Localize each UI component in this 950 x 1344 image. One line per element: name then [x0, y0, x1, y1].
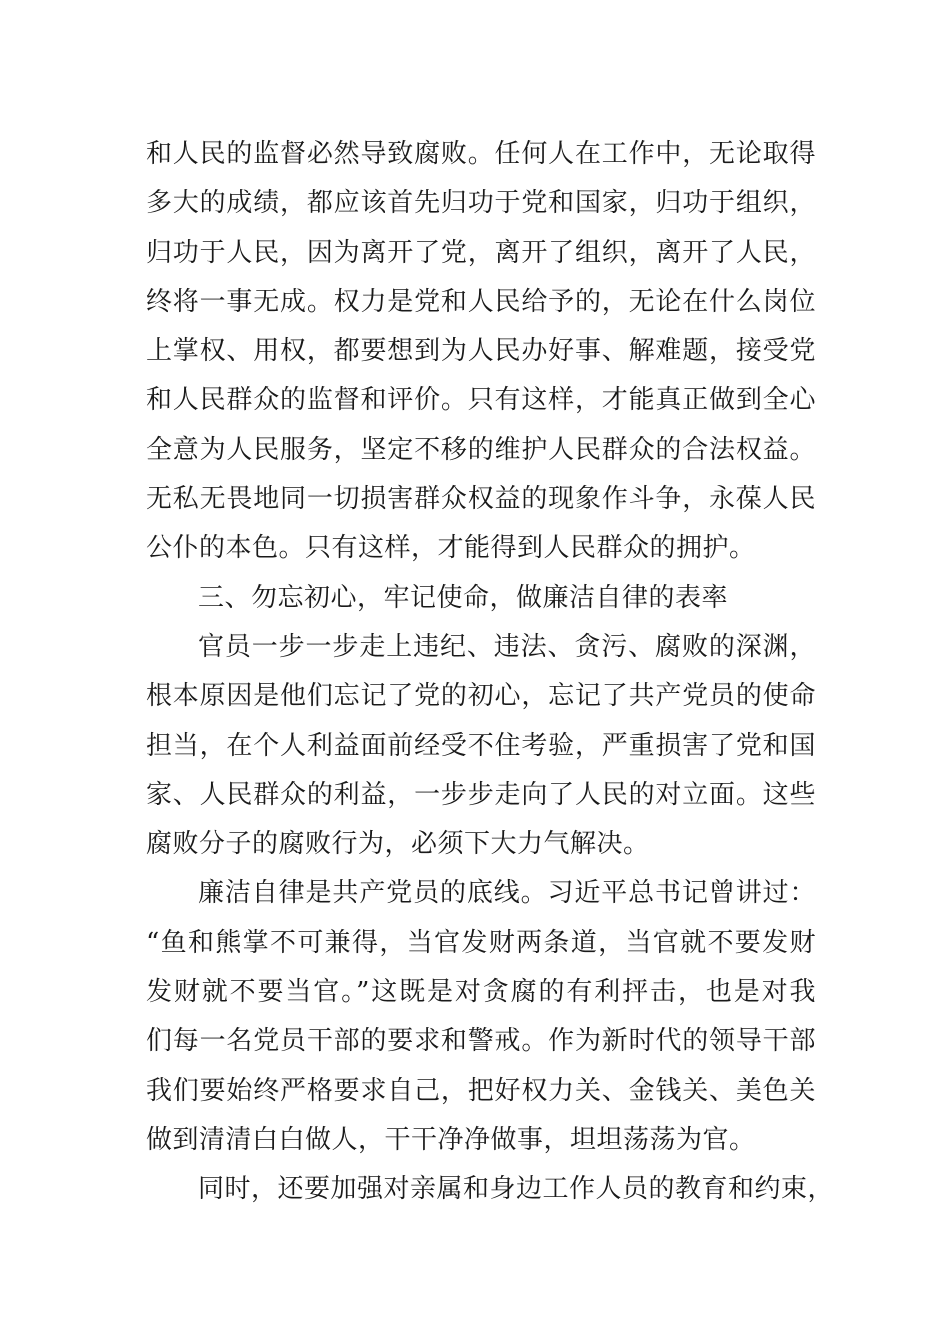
text-line: 们每一名党员干部的要求和警戒。作为新时代的领导干部: [146, 1026, 816, 1057]
text-line: 多大的成绩，都应该首先归功于党和国家，归功于组织，: [146, 188, 816, 219]
text-line: 官员一步一步走上违纪、违法、贪污、腐败的深渊，: [198, 631, 816, 662]
text-line: 上掌权、用权，都要想到为人民办好事、解难题，接受党: [146, 336, 816, 367]
text-line: 归功于人民，因为离开了党，离开了组织，离开了人民，: [146, 237, 816, 268]
text-line: 腐败分子的腐败行为，必须下大力气解决。: [146, 829, 650, 860]
text-line: 担当，在个人利益面前经受不住考验，严重损害了党和国: [146, 730, 816, 761]
text-line: 全意为人民服务，坚定不移的维护人民群众的合法权益。: [146, 434, 816, 465]
text-line: 根本原因是他们忘记了党的初心，忘记了共产党员的使命: [146, 681, 816, 712]
text-line: 同时，还要加强对亲属和身边工作人员的教育和约束，: [198, 1174, 835, 1205]
text-line: 公仆的本色。只有这样，才能得到人民群众的拥护。: [146, 533, 756, 564]
text-line: 做到清清白白做人，干干净净做事，坦坦荡荡为官。: [146, 1124, 756, 1155]
body-text: [146, 130, 835, 1215]
text-line: 无私无畏地同一切损害群众权益的现象作斗争，永葆人民: [146, 484, 816, 515]
text-line: 终将一事无成。权力是党和人民给予的，无论在什么岗位: [146, 286, 816, 317]
text-line: 和人民群众的监督和评价。只有这样，才能真正做到全心: [146, 385, 816, 416]
text-line: 和人民的监督必然导致腐败。任何人在工作中，无论取得: [146, 139, 816, 169]
text-line: 我们要始终严格要求自己，把好权力关、金钱关、美色关: [146, 1075, 816, 1106]
text-line: 廉洁自律是共产党员的底线。习近平总书记曾讲过：: [198, 878, 816, 909]
text-line: 家、人民群众的利益，一步步走向了人民的对立面。这些: [146, 779, 816, 810]
text-line: 发财就不要当官。”这既是对贪腐的有利抨击，也是对我: [146, 977, 816, 1008]
text-line: “鱼和熊掌不可兼得，当官发财两条道，当官就不要发财: [146, 927, 816, 958]
section-heading: 三、勿忘初心，牢记使命，做廉洁自律的表率: [198, 582, 729, 613]
